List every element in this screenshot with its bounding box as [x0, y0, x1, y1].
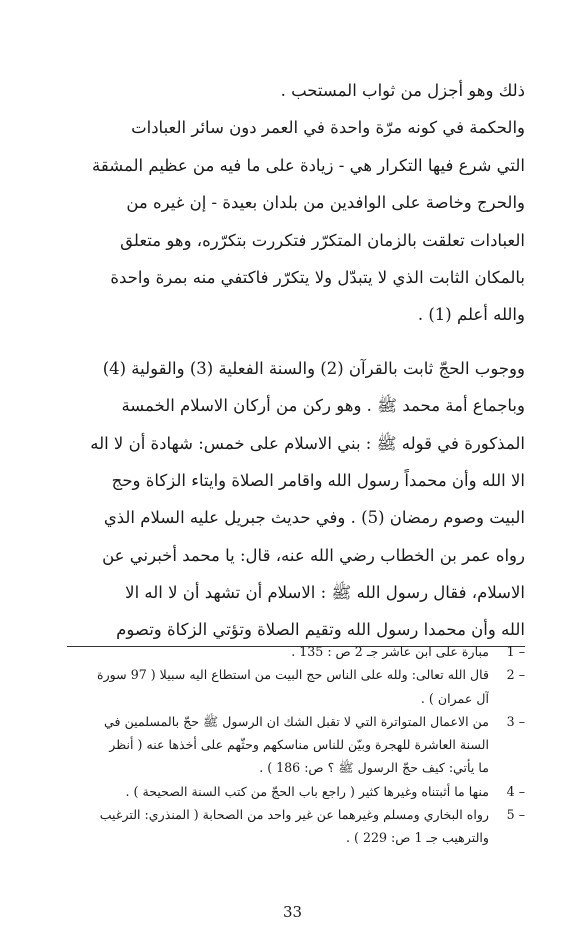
text-line: التي شرع فيها التكرار هي - زيادة على ما فيه من عظيم المشقة — [92, 155, 525, 175]
text-line: الله وأن محمدا رسول الله وتقيم الصلاة وتؤتي الزكاة وتصوم — [116, 620, 525, 640]
footnote-number: 3 – — [506, 713, 525, 729]
text-line: والله أعلم (1) . — [417, 305, 525, 325]
paragraph-gap — [67, 334, 525, 350]
footnote-number: 1 – — [506, 644, 525, 659]
page-number: 33 — [282, 903, 303, 921]
footnote-line: والترهيب جـ 1 ص: 229 ) . — [346, 830, 489, 846]
text-line: المذكورة في قوله ﷺ : بني الاسلام على خمس: شهادة أن لا اله — [90, 433, 525, 453]
text-line: بالمكان الثابت الذي لا يتبدّل ولا يتكرّر فاكتفي منه بمرة واحدة — [110, 267, 525, 287]
footnote-4 — [67, 780, 525, 803]
text-line: الا الله وأن محمداً رسول الله واقامر الصلاة وايتاء الزكاة وحج — [111, 470, 525, 490]
text-line: رواه عمر بن الخطاب رضي الله عنه، قال: يا محمد أخبرني عن — [102, 545, 525, 565]
text-line: ووجوب الحجّ ثابت بالقرآن (2) والسنة الفعلية (3) والقولية (4) — [102, 358, 525, 378]
footnote-text — [67, 710, 489, 780]
footnotes — [67, 640, 525, 850]
text-line: وباجماع أمة محمد ﷺ . وهو ركن من أركان الاسلام الخمسة — [121, 396, 525, 416]
footnote-line: رواه البخاري ومسلم وغيرهما عن غير واحد من الصحابة ( المنذري: الترغيب — [99, 807, 489, 823]
footnote-text — [67, 780, 489, 803]
footnote-5 — [67, 803, 525, 850]
footnote-1 — [67, 640, 525, 663]
footnote-text — [67, 803, 489, 850]
footnote-line: آل عمران ) . — [420, 690, 489, 706]
main-text — [67, 72, 525, 649]
text-line: والحكمة في كونه مرّة واحدة في العمر دون سائر العبادات — [131, 118, 525, 138]
footnote-line: ما يأتي: كيف حجّ الرسول ﷺ ؟ ص: 186 ) . — [259, 760, 489, 776]
text-line: الاسلام، فقال رسول الله ﷺ : الاسلام أن تشهد أن لا اله الا — [125, 583, 525, 603]
footnote-line: السنة العاشرة للهجرة وبيّن للناس مناسكهم وحثّهم على أخذها عنه ( أنظر — [109, 737, 489, 753]
footnote-3 — [67, 710, 525, 780]
text-line: البيت وصوم رمضان (5) . وفي حديث جبريل عليه السلام الذي — [103, 508, 525, 528]
footnote-line: من الاعمال المتواترة التي لا تقبل الشك ان الرسول ﷺ حجّ بالمسلمين في — [104, 713, 489, 729]
text-line: والحرج وخاصة على الوافدين من بلدان بعيدة - إن غيره من — [126, 193, 525, 213]
footnote-number: 4 – — [506, 783, 525, 799]
footnote-text — [67, 640, 489, 663]
footnote-text — [67, 663, 489, 710]
footnote-line: منها ما أثبتناه وغيرها كثير ( راجع باب الحجّ من كتب السنة الصحيحة ) . — [125, 783, 489, 799]
text-line: ذلك وهو أجزل من ثواب المستحب . — [280, 81, 525, 100]
text-line: العبادات تعلقت بالزمان المتكرّر فتكررت بتكرّره، وهو متعلق — [120, 230, 525, 250]
footnote-line: مبارة على ابن عاشر جـ 2 ص : 135 . — [291, 644, 489, 659]
footnote-2 — [67, 663, 525, 710]
footnote-number: 5 – — [506, 807, 525, 823]
footnote-line: قال الله تعالى: ولله على الناس حج البيت من استطاع اليه سبيلا ( 97 سورة — [96, 667, 489, 683]
footnote-number: 2 – — [506, 667, 525, 683]
